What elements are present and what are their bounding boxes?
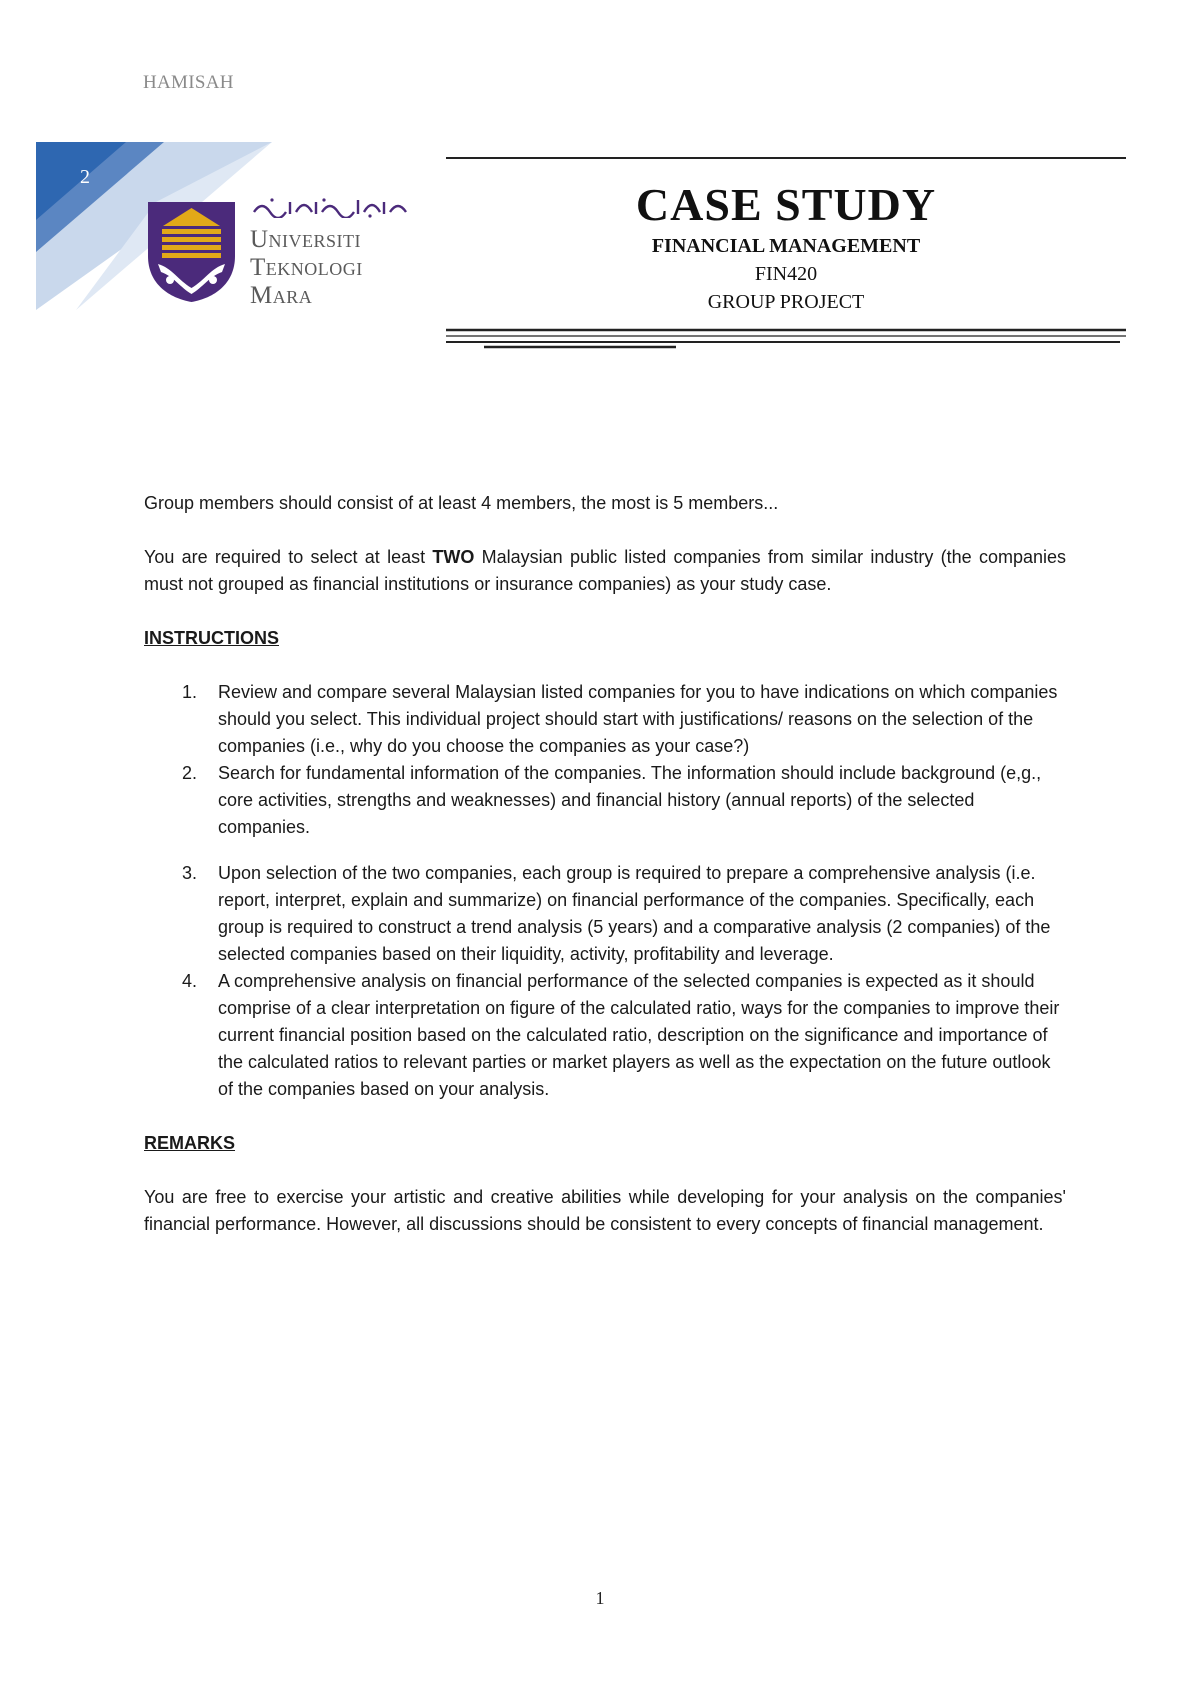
remarks-paragraph: You are free to exercise your artistic and creative abilities while developing for your analysis on the companies' financial performance. However, all discussions should be consistent to every concepts of financial management. [144, 1187, 1066, 1234]
instructions-list [144, 679, 1066, 1103]
footer-page-number: 1 [595, 1588, 605, 1608]
title-main: CASE STUDY [635, 179, 937, 230]
instructions-heading: INSTRUCTIONS [144, 628, 279, 648]
title-course: FINANCIAL MANAGEMENT [651, 235, 921, 257]
list-number: 3. [182, 863, 198, 883]
list-spacer [144, 841, 1066, 860]
jawi-script-icon [252, 196, 408, 218]
intro-emphasis: TWO [432, 547, 475, 567]
list-item [144, 968, 1066, 1103]
intro-text-cont: Malaysian public listed companies from similar industry (the companies must not grouped as financial institutions or insurance companies) as your study case. [144, 547, 1066, 594]
uitm-crest-icon [144, 198, 239, 304]
logo-line-2: Teknologi [250, 254, 363, 281]
header-author: HAMISAH [143, 72, 234, 93]
intro-paragraph-1: Group members should consist of at least 4 members, the most is 5 members... [144, 493, 779, 513]
list-item [144, 760, 1066, 841]
list-item [144, 860, 1066, 968]
list-item [144, 679, 1066, 760]
title-top-rule [446, 157, 1126, 159]
title-bottom-rules [446, 328, 1126, 350]
list-number: 4. [182, 971, 198, 991]
document-body [144, 490, 1066, 1238]
list-text: Upon selection of the two companies, each group is required to prepare a comprehensive analysis (i.e. report, interpret, explain and summarize) on financial performance of the companies. Specifically, each group is required to construct a trend analysis (5 years) and a comparative analysis (2 companies) of the selected companies based on their liquidity, activity, profitability and leverage. [218, 863, 1051, 964]
intro-paragraph-2 [144, 544, 1066, 598]
list-text: Review and compare several Malaysian listed companies for you to have indications on which companies should you select. This individual project should start with justifications/ reasons on the selection of the companies (i.e., why do you choose the companies as your case?) [218, 682, 1058, 756]
title-block [446, 178, 1126, 316]
logo-line-3: Mara [250, 282, 313, 309]
title-type: GROUP PROJECT [707, 291, 865, 313]
remarks-heading: REMARKS [144, 1133, 236, 1153]
list-text: A comprehensive analysis on financial performance of the selected companies is expected as it should comprise of a clear interpretation on figure of the calculated ratio, ways for the companies to improve their current financial position based on the calculated ratio, description on the significance and importance of the calculated ratios to relevant parties or market players as well as the expectation on the future outlook of the companies based on your analysis. [218, 971, 1060, 1099]
list-number: 2. [182, 763, 198, 783]
title-code: FIN420 [754, 263, 818, 285]
intro-text: You are required to select at least [144, 547, 433, 567]
logo-line-1: Universiti [250, 226, 362, 253]
corner-page-label: 2 [80, 166, 90, 188]
list-number: 1. [182, 682, 198, 702]
list-text: Search for fundamental information of the companies. The information should include background (e,g., core activities, strengths and weaknesses) and financial history (annual reports) of the selected companies. [218, 763, 1042, 837]
logo-wordmark [250, 226, 363, 310]
